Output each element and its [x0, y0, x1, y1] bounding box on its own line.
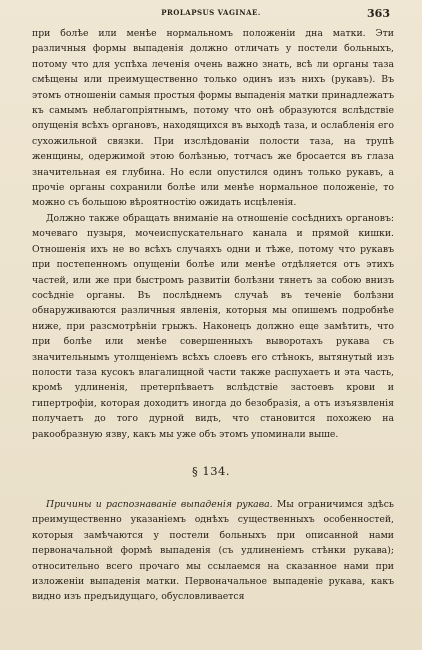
section-paragraph-text: Мы ограничимся здѣсь преимущественно указаніемъ однѣхъ существенныхъ особенностей, которыя замѣчаются у постели больныхъ при описанной нами первоначальной формѣ выпаденія (съ удлиненіемъ стѣнки рукава); относительно всего прочаго мы ссылаемся на сказанное нами при изложеніи выпаденія матки. Первоначальное выпаденіе рукава, какъ видно изъ предъидущаго, обусловливается	[32, 499, 394, 603]
section-body-text	[32, 497, 394, 605]
running-title: PROLAPSUS VAGINAE.	[161, 8, 261, 17]
section-lead-title: Причины и распознаваніе выпаденія рукава.	[46, 499, 273, 510]
page-number: 363	[367, 7, 390, 20]
page-header	[0, 8, 422, 22]
paragraph: при болѣе или менѣе нормальномъ положеніи дна матки. Эти различныя формы выпаденія должно отличать у постели больныхъ, потому что для успѣха леченія очень важно знать, всѣ ли органы таза смѣщены или преимущественно только одинъ изъ нихъ (рукавъ). Въ этомъ отношеніи самыя простыя формы выпаденія матки принадлежатъ къ самымъ неблагопріятнымъ, потому что онѣ образуются вслѣдствіе опущенія всѣхъ органовъ, находящихся въ выходѣ таза, и ослабленія его сухожильной связки. При изслѣдованіи полости таза, на трупѣ женщины, одержимой этою болѣзнью, тотчасъ же бросается въ глаза значительная ея глубина. Но если опустился одинъ только рукавъ, а прочіе органы сохранили болѣе или менѣе нормальное положеніе, то можно съ большою вѣроятностію ожидать исцѣленія.	[32, 28, 394, 209]
paragraph: Должно также обращать вниманіе на отношеніе сосѣднихъ органовъ: мочеваго пузыря, мочеиспускательнаго канала и прямой кишки. Отношенія ихъ не во всѣхъ случаяхъ одни и тѣже, потому что рукавъ при постепенномъ опущеніи болѣе или менѣе отдѣляется отъ этихъ частей, или же при быстромъ развитіи болѣзни тянетъ за собою внизъ сосѣдніе органы. Въ послѣднемъ случаѣ въ теченіе болѣзни обнаруживаются различныя явленія, которыя мы опишемъ подробнѣе ниже, при разсмотрѣніи грыжъ. Наконецъ должно еще замѣтить, что при болѣе или менѣе совершенныхъ выворотахъ рукава съ значительнымъ утолщеніемъ всѣхъ слоевъ его стѣнокъ, вытянутый изъ полости таза кусокъ влагалищной части также распухаетъ и эта часть, кромѣ удлиненія, претерпѣваетъ вслѣдствіе застоевъ крови и гипертрофіи, которая доходитъ иногда до безобразія, а отъ изъязвленія получаетъ до того дурной видъ, что становится похожею на ракообразную язву, какъ мы уже объ этомъ упоминали выше.	[32, 212, 394, 440]
section-paragraph	[32, 497, 394, 605]
body-text	[32, 26, 394, 442]
section-heading: § 134.	[191, 464, 230, 478]
